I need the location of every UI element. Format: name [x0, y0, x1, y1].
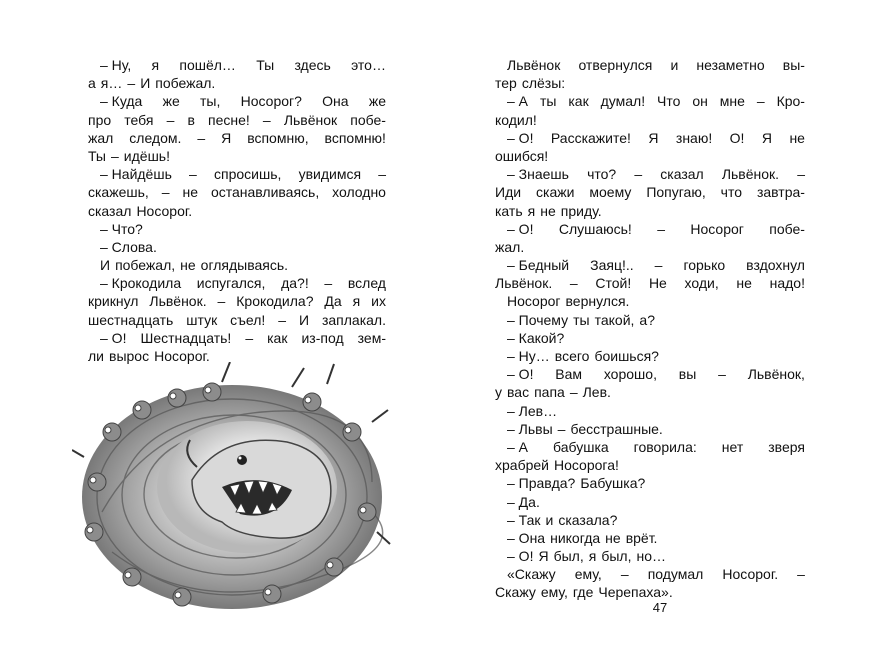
- text-word: оглядываясь.: [200, 257, 289, 274]
- text-line: [88, 129, 386, 147]
- text-word: побежал,: [115, 257, 176, 274]
- text-word: – О!: [507, 129, 534, 146]
- text-word: хорошо,: [603, 366, 657, 383]
- text-word: вспомню,: [247, 129, 309, 146]
- text-word: Носорог.: [136, 202, 193, 219]
- text-word: не: [182, 184, 198, 201]
- text-word: подумал: [647, 566, 704, 583]
- text-word: –: [654, 257, 663, 274]
- text-word: – Так: [507, 511, 541, 528]
- text-word: съел!: [230, 311, 266, 328]
- text-word: не: [540, 202, 556, 219]
- text-word: –: [189, 166, 197, 183]
- text-word: Черепаха».: [598, 584, 673, 601]
- text-word: спросишь,: [214, 166, 282, 183]
- text-word: – А: [507, 93, 529, 110]
- text-word: не: [789, 129, 805, 146]
- text-word: –: [657, 220, 665, 237]
- text-word: –: [620, 566, 629, 583]
- text-word: Крокодила?: [236, 293, 314, 310]
- text-line: [495, 92, 805, 110]
- text-line: [88, 202, 386, 220]
- text-word: идёшь!: [123, 147, 170, 164]
- text-line: [88, 329, 386, 347]
- text-line: [88, 311, 386, 329]
- text-line: [88, 74, 386, 92]
- text-word: –: [197, 129, 206, 146]
- text-line: [495, 165, 805, 183]
- text-word: вырос: [109, 348, 150, 364]
- text-word: холодно: [332, 184, 386, 201]
- text-word: – А: [507, 438, 529, 455]
- text-word: И: [140, 75, 151, 92]
- text-line: [495, 474, 805, 492]
- text-word: горько: [683, 257, 726, 274]
- text-word: вздохнул: [746, 257, 805, 274]
- text-word: – О!: [507, 220, 534, 237]
- text-line: [495, 329, 805, 347]
- text-word: Ты: [256, 57, 275, 73]
- text-word: папа: [534, 384, 565, 401]
- text-word: здесь: [294, 57, 331, 73]
- text-line: [495, 420, 805, 438]
- text-word: незаметно: [696, 57, 765, 73]
- text-word: ему,: [540, 584, 568, 601]
- text-word: И: [100, 257, 111, 274]
- text-word: Носорог.: [154, 348, 210, 364]
- text-word: всего: [554, 348, 590, 364]
- text-line: [88, 147, 386, 165]
- text-word: отвернулся: [578, 57, 653, 73]
- text-word: как: [568, 93, 589, 110]
- text-line: [495, 183, 805, 201]
- text-word: –: [557, 420, 566, 437]
- page-number: 47: [652, 600, 668, 615]
- text-word: боишься?: [594, 348, 659, 364]
- text-word: побе-: [769, 220, 805, 237]
- text-word: такой,: [594, 311, 635, 328]
- text-word: останавливаясь,: [210, 184, 320, 201]
- text-word: где: [572, 584, 594, 601]
- text-line: [495, 583, 805, 601]
- text-word: Скажу: [495, 584, 536, 601]
- text-word: кать: [495, 202, 523, 219]
- text-word: –: [378, 166, 386, 183]
- text-word: – Знаешь: [507, 166, 569, 183]
- text-word: Львёнок.: [721, 166, 780, 183]
- text-word: как: [267, 329, 288, 346]
- text-word: Расскажите!: [550, 129, 631, 146]
- text-word: Львёнок.: [149, 293, 207, 310]
- text-word: врёт.: [625, 529, 658, 546]
- text-line: [495, 493, 805, 511]
- text-line: [88, 165, 386, 183]
- text-word: Я: [538, 548, 549, 565]
- text-word: же: [368, 93, 386, 110]
- text-line: [88, 256, 386, 274]
- text-word: увидимся: [298, 166, 362, 183]
- text-word: штук: [186, 311, 218, 328]
- text-word: Она: [322, 93, 349, 110]
- text-word: надо!: [769, 275, 805, 292]
- text-word: Носорог: [507, 293, 561, 310]
- text-word: сказал: [660, 166, 704, 183]
- text-word: Львёнок: [283, 111, 338, 128]
- text-word: ты: [573, 311, 590, 328]
- text-word: вас: [507, 384, 530, 401]
- text-word: Я: [221, 129, 232, 146]
- right-page: [440, 0, 880, 660]
- text-word: вы-: [782, 57, 805, 73]
- text-word: мне: [719, 93, 745, 110]
- left-text-column: [88, 56, 386, 365]
- text-word: жал.: [495, 238, 525, 255]
- text-word: думал!: [600, 93, 646, 110]
- text-word: – Слова.: [100, 238, 157, 255]
- text-word: – Она: [507, 529, 546, 546]
- text-line: [495, 438, 805, 456]
- text-word: –: [111, 147, 119, 164]
- text-word: Слушаюсь!: [558, 220, 632, 237]
- text-word: Стой!: [595, 275, 632, 292]
- text-word: я: [352, 293, 361, 310]
- right-text-column: [495, 56, 805, 602]
- text-word: никогда: [550, 529, 601, 546]
- text-word: не: [605, 529, 621, 546]
- text-word: что?: [587, 166, 617, 183]
- text-word: –: [161, 184, 170, 201]
- text-word: – Лев…: [507, 402, 558, 419]
- text-word: про: [88, 111, 112, 128]
- text-word: сказала?: [558, 511, 618, 528]
- text-word: –: [127, 75, 136, 92]
- text-word: тер: [495, 75, 517, 92]
- text-word: был,: [601, 548, 632, 565]
- text-word: –: [797, 166, 805, 183]
- text-word: приду.: [560, 202, 602, 219]
- text-word: я: [151, 57, 160, 73]
- text-word: их: [371, 293, 386, 310]
- text-line: [88, 238, 386, 256]
- text-word: что: [720, 184, 743, 201]
- text-word: – Что?: [100, 220, 143, 237]
- text-word: Шестнадцать!: [140, 329, 232, 346]
- text-word: жал: [88, 129, 114, 146]
- text-word: –: [569, 384, 578, 401]
- text-line: [495, 292, 805, 310]
- text-word: Львёнок: [507, 57, 561, 73]
- text-line: [495, 129, 805, 147]
- text-line: [88, 220, 386, 238]
- text-word: ошибся!: [495, 147, 549, 164]
- text-word: Львёнок,: [747, 366, 805, 383]
- text-word: следом.: [129, 129, 182, 146]
- text-word: нет: [721, 438, 744, 455]
- text-word: – Куда: [100, 93, 143, 110]
- text-line: [495, 365, 805, 383]
- text-word: –: [166, 111, 175, 128]
- text-word: слёзы:: [521, 75, 566, 92]
- text-word: –: [756, 93, 765, 110]
- text-word: –: [324, 275, 333, 292]
- text-word: Заяц!..: [590, 257, 634, 274]
- text-line: [495, 565, 805, 583]
- text-word: –: [569, 275, 578, 292]
- text-word: не: [736, 275, 752, 292]
- text-word: Я: [648, 129, 659, 146]
- text-word: Кро-: [776, 93, 805, 110]
- text-word: крикнул: [88, 293, 139, 310]
- text-line: [495, 402, 805, 420]
- text-line: [495, 547, 805, 565]
- text-word: шестнадцать: [88, 311, 174, 328]
- text-word: И: [298, 311, 310, 328]
- text-word: вы: [678, 366, 697, 383]
- text-word: Носорог: [690, 220, 744, 237]
- text-word: моему: [589, 184, 632, 201]
- text-word: да?!: [281, 275, 309, 292]
- text-word: – О!: [100, 329, 127, 346]
- text-word: я: [588, 548, 597, 565]
- text-line: [495, 256, 805, 274]
- text-line: [88, 111, 386, 129]
- text-word: и: [545, 511, 554, 528]
- text-line: [495, 220, 805, 238]
- text-word: побе-: [350, 111, 386, 128]
- text-line: [495, 111, 805, 129]
- text-word: – Крокодила: [100, 275, 182, 292]
- text-word: – Ну,: [100, 57, 132, 73]
- text-word: – Какой?: [507, 329, 565, 346]
- text-word: пошёл…: [179, 57, 236, 73]
- text-line: [495, 511, 805, 529]
- text-word: тебя: [124, 111, 154, 128]
- text-line: [88, 274, 386, 292]
- text-word: сказал: [88, 202, 132, 219]
- text-word: – Львы: [507, 420, 553, 437]
- text-line: [88, 292, 386, 310]
- text-word: –: [217, 293, 226, 310]
- text-word: храбрей: [495, 457, 549, 474]
- text-word: завтра-: [756, 184, 805, 201]
- text-word: – Найдёшь: [100, 166, 172, 183]
- text-word: – Да.: [507, 493, 540, 510]
- text-word: ему,: [574, 566, 602, 583]
- text-line: [495, 238, 805, 256]
- text-line: [495, 311, 805, 329]
- illustration-rhino-with-crocodiles: [72, 362, 392, 620]
- text-word: кодил!: [495, 111, 537, 128]
- text-word: Ты: [88, 147, 106, 164]
- text-word: это…: [351, 57, 386, 73]
- text-line: [495, 274, 805, 292]
- text-word: – О!: [507, 548, 534, 565]
- text-word: но…: [636, 548, 666, 565]
- text-word: испугался,: [196, 275, 266, 292]
- text-word: –: [797, 566, 805, 583]
- text-word: песне!: [208, 111, 250, 128]
- text-word: скажешь,: [88, 184, 149, 201]
- text-word: –: [262, 111, 271, 128]
- text-word: не: [180, 257, 196, 274]
- text-word: зверя: [768, 438, 805, 455]
- text-word: вслед: [347, 275, 386, 292]
- text-word: бабушка: [553, 438, 609, 455]
- text-word: скажи: [536, 184, 575, 201]
- text-word: –: [245, 329, 254, 346]
- text-line: [88, 92, 386, 110]
- text-word: –: [718, 366, 726, 383]
- text-word: знаю!: [675, 129, 713, 146]
- text-word: Не: [648, 275, 667, 292]
- text-line: [495, 147, 805, 165]
- text-word: ты,: [199, 93, 221, 110]
- text-word: Я: [761, 129, 773, 146]
- text-line: [495, 383, 805, 401]
- text-word: был,: [553, 548, 584, 565]
- text-line: [495, 529, 805, 547]
- text-word: я: [527, 202, 536, 219]
- text-word: Носорога!: [553, 457, 619, 474]
- text-word: он: [692, 93, 708, 110]
- text-word: Вам: [555, 366, 583, 383]
- text-line: [495, 74, 805, 92]
- text-line: [495, 347, 805, 365]
- text-line: [495, 56, 805, 74]
- text-word: Носорог.: [722, 566, 779, 583]
- text-word: О!: [729, 129, 745, 146]
- text-word: Бабушка?: [580, 475, 646, 492]
- text-word: из-под: [301, 329, 344, 346]
- text-line: [88, 56, 386, 74]
- text-word: Иди: [495, 184, 522, 201]
- text-line: [88, 183, 386, 201]
- text-word: зем-: [357, 329, 386, 346]
- text-word: я…: [100, 75, 123, 92]
- text-word: вспомню!: [324, 129, 386, 146]
- text-word: Носорог?: [240, 93, 302, 110]
- text-word: Да: [324, 293, 342, 310]
- text-word: же: [162, 93, 180, 110]
- text-word: бесстрашные.: [570, 420, 663, 437]
- text-word: Попугаю,: [646, 184, 706, 201]
- text-word: а?: [639, 311, 655, 328]
- text-word: – Ну…: [507, 348, 550, 364]
- text-word: у: [495, 384, 502, 401]
- text-word: –: [634, 166, 643, 183]
- text-word: Львёнок.: [495, 275, 553, 292]
- text-word: – Правда?: [507, 475, 576, 492]
- text-word: – О!: [507, 366, 534, 383]
- text-word: вернулся.: [565, 293, 630, 310]
- text-word: –: [278, 311, 287, 328]
- text-word: а: [88, 75, 96, 92]
- text-word: говорила:: [633, 438, 697, 455]
- text-word: в: [187, 111, 195, 128]
- text-word: – Почему: [507, 311, 569, 328]
- text-line: [495, 202, 805, 220]
- text-word: побежал.: [155, 75, 216, 92]
- text-word: ли: [88, 348, 104, 364]
- text-word: – Бедный: [507, 257, 570, 274]
- text-word: «Скажу: [507, 566, 556, 583]
- text-word: и: [670, 57, 679, 73]
- text-word: Лев.: [582, 384, 611, 401]
- text-line: [495, 456, 805, 474]
- text-word: заплакал.: [321, 311, 386, 328]
- text-word: Что: [657, 93, 681, 110]
- text-word: ты: [539, 93, 557, 110]
- text-word: ходи,: [684, 275, 719, 292]
